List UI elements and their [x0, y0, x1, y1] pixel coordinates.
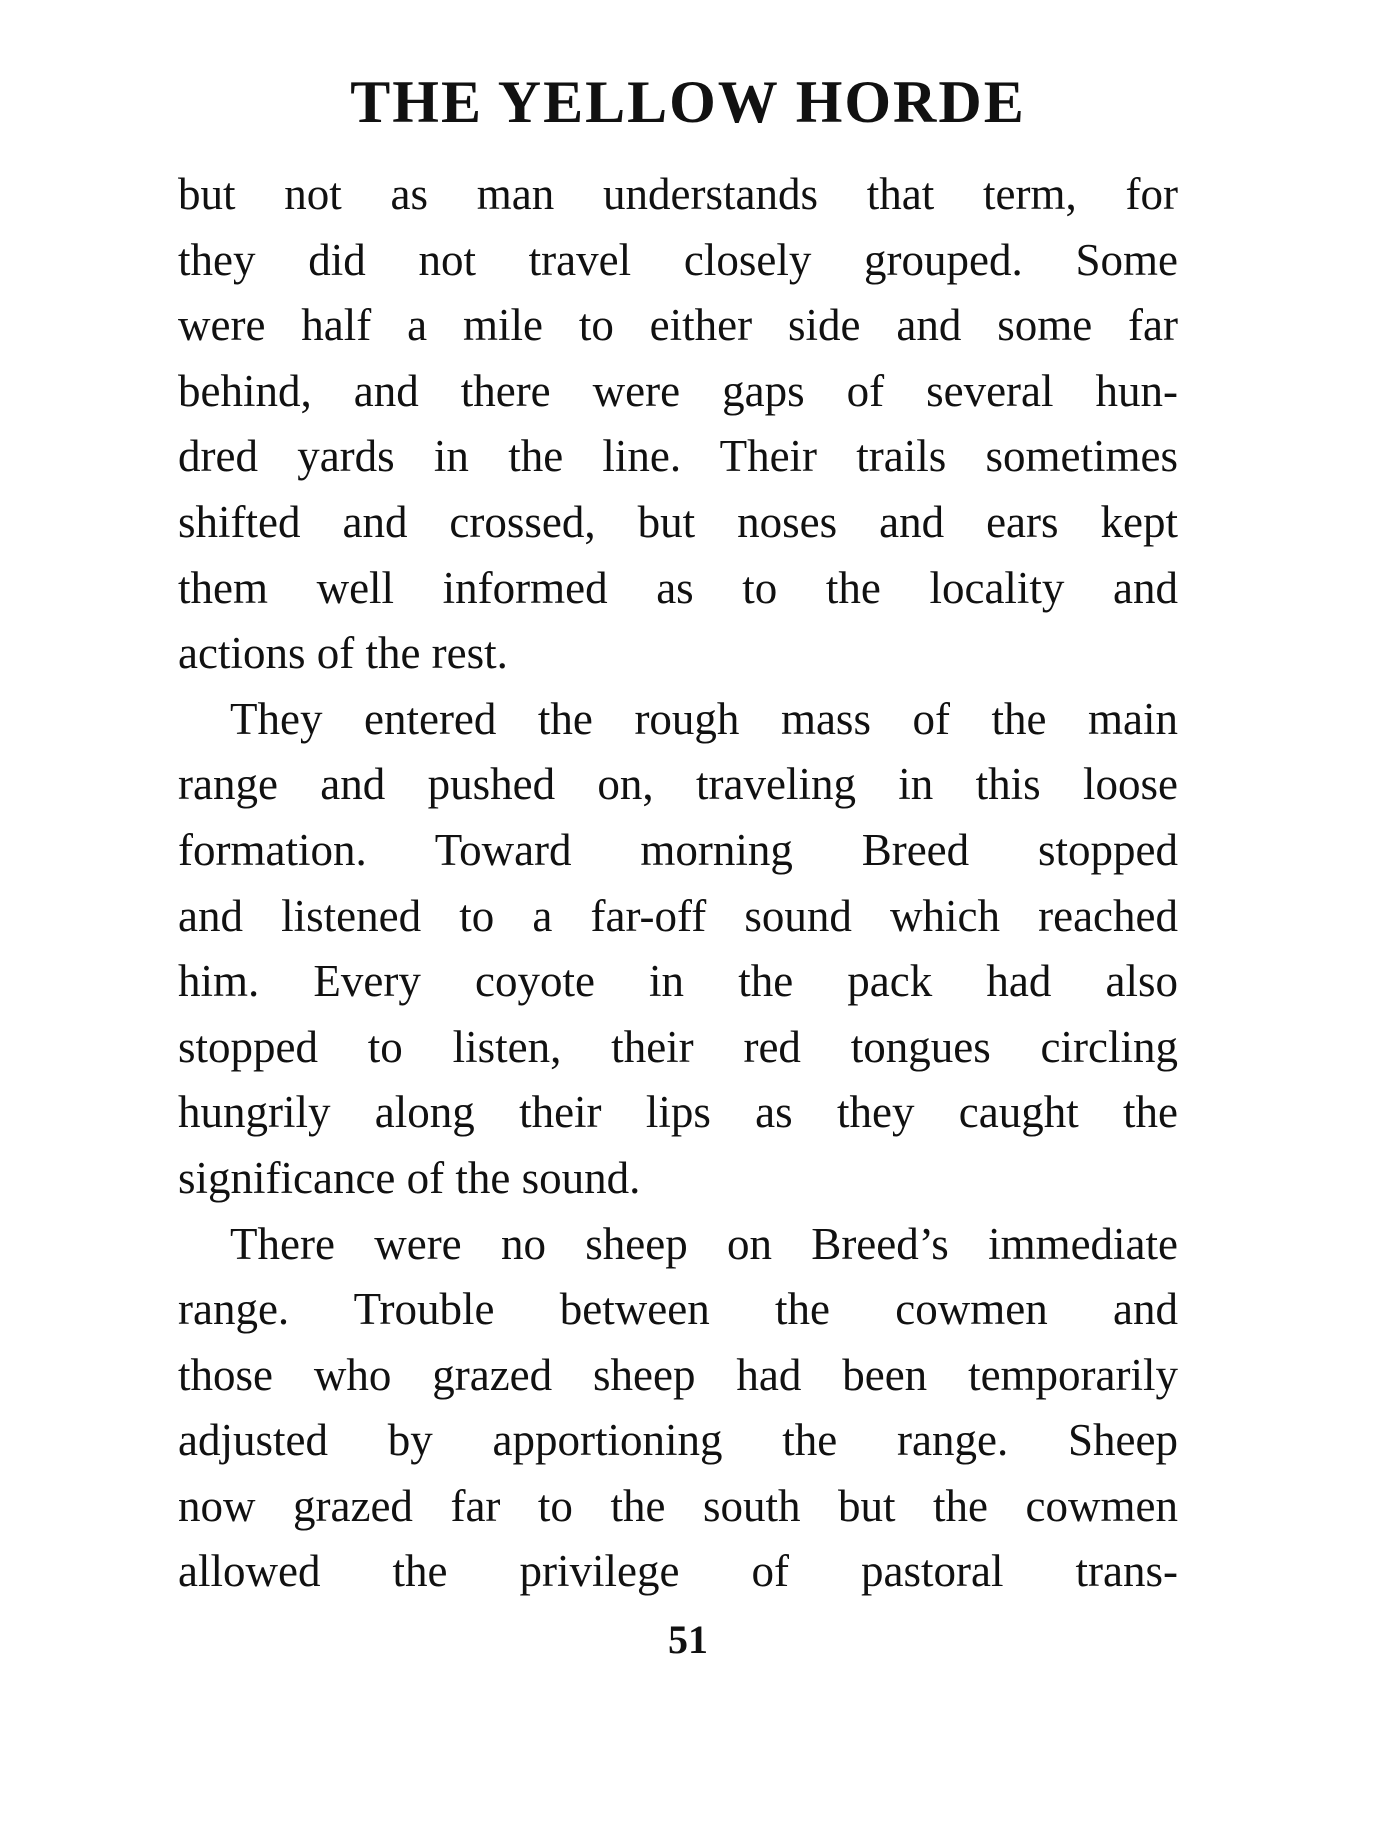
text-line: adjusted by apportioning the range. Sheep — [178, 1415, 1178, 1466]
body-text — [178, 162, 1178, 1605]
text-line: formation. Toward morning Breed stopped — [178, 824, 1178, 875]
text-line: range and pushed on, traveling in this loose — [178, 759, 1178, 810]
text-line: but not as man understands that term, for — [178, 169, 1178, 219]
page-number: 51 — [668, 1617, 708, 1662]
text-line: There were no sheep on Breed’s immediate — [230, 1218, 1178, 1269]
text-line: and listened to a far-off sound which reached — [178, 890, 1178, 941]
text-line: them well informed as to the locality and — [178, 562, 1178, 613]
text-line: they did not travel closely grouped. Some — [178, 234, 1178, 285]
text-line: significance of the sound. — [178, 1152, 641, 1203]
running-head: THE YELLOW HORDE — [350, 69, 1026, 135]
text-line: behind, and there were gaps of several hun- — [178, 365, 1178, 416]
text-line: now grazed far to the south but the cowmen — [178, 1480, 1178, 1531]
paragraph — [178, 162, 1178, 687]
text-line: those who grazed sheep had been temporarily — [178, 1349, 1178, 1400]
text-line: him. Every coyote in the pack had also — [178, 956, 1178, 1007]
text-line: range. Trouble between the cowmen and — [178, 1284, 1178, 1335]
text-line: actions of the rest. — [178, 628, 508, 679]
text-line: allowed the privilege of pastoral trans- — [178, 1546, 1178, 1597]
text-line: were half a mile to either side and some far — [178, 300, 1178, 351]
text-line: hungrily along their lips as they caught the — [178, 1087, 1178, 1138]
text-line: shifted and crossed, but noses and ears kept — [178, 496, 1178, 547]
text-line: stopped to listen, their red tongues circling — [178, 1021, 1178, 1072]
paragraph — [178, 687, 1178, 1212]
paragraph — [178, 1212, 1178, 1606]
text-line: dred yards in the line. Their trails sometimes — [178, 431, 1178, 482]
text-line: They entered the rough mass of the main — [230, 693, 1178, 744]
